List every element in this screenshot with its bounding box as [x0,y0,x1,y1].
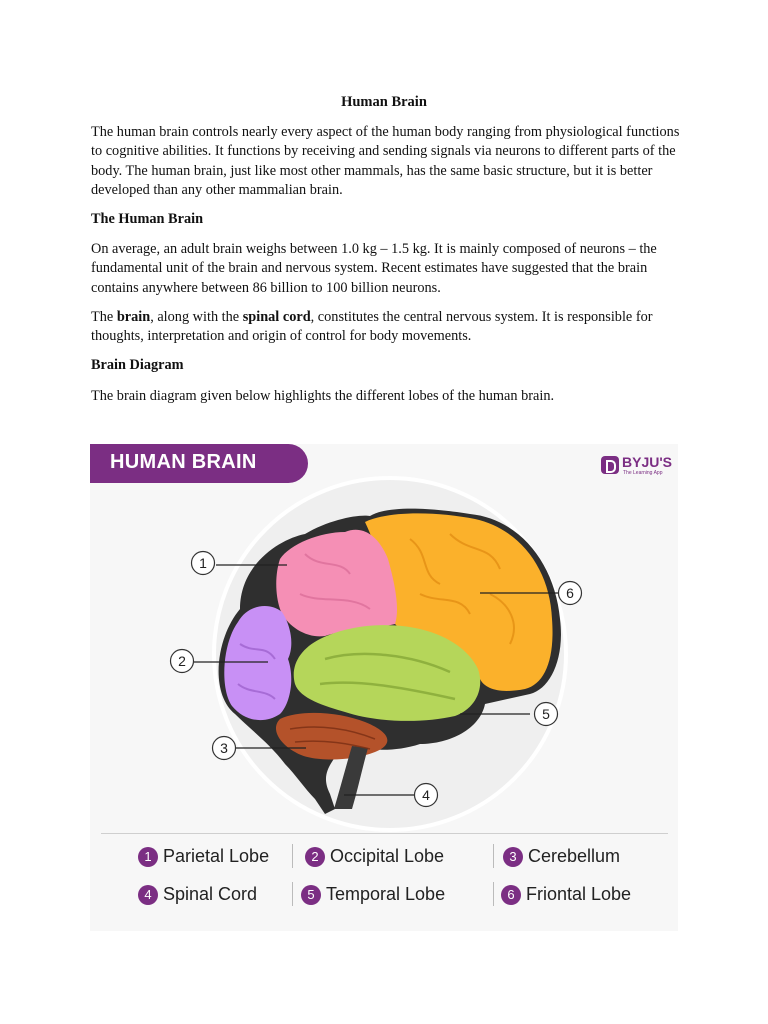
brain-diagram-figure [90,444,678,931]
legend-separator [292,844,293,868]
legend-separator [493,882,494,906]
legend-separator [493,844,494,868]
diagram-intro-paragraph: The brain diagram given below highlights the different lobes of the human brain. [91,388,555,404]
page-title: Human Brain [341,94,427,110]
legend-item-cerebellum: 3 Cerebellum [503,845,620,867]
legend-separator [292,882,293,906]
bold-spinal-cord: spinal cord [242,309,311,325]
brain-illustration [90,444,678,834]
section-heading-brain-diagram: Brain Diagram [91,357,184,373]
section-heading-human-brain: The Human Brain [91,211,204,227]
legend-divider [101,833,668,834]
callout-5: 5 [542,706,550,722]
callout-6: 6 [566,585,574,601]
legend-item-spinal-cord: 4 Spinal Cord [138,883,257,905]
callout-2: 2 [178,653,186,669]
banner-title: HUMAN BRAIN [110,451,257,473]
bold-brain: brain [116,309,151,325]
logo-name: BYJU'S [622,454,673,470]
callout-1: 1 [199,555,207,571]
cns-paragraph: The brain, along with the spinal cord, constitutes the central nervous system. It is responsible for thoughts, interpretation and origin of control for body movements. [91,309,653,345]
legend-item-parietal: 1 Parietal Lobe [138,845,269,867]
callout-4: 4 [422,787,430,803]
legend-item-frontal: 6 Friontal Lobe [501,883,631,905]
weight-paragraph: On average, an adult brain weighs between 1.0 kg – 1.5 kg. It is mainly composed of neurons – the fundamental unit of the brain and nervous system. Recent estimates have suggested that the brain contains anywhere between 86 billion to 100 billion neurons. [91,241,657,296]
legend-item-occipital: 2 Occipital Lobe [305,845,444,867]
logo-tagline: The Learning App [623,470,663,476]
intro-paragraph: The human brain controls nearly every aspect of the human body ranging from physiological functions to cognitive abilities. It functions by receiving and sending signals via neurons to different parts of the body. The human brain, just like most other mammals, has the same basic structure, but it is better developed than any other mammalian brain. [91,124,680,198]
legend-item-temporal: 5 Temporal Lobe [301,883,445,905]
callout-3: 3 [220,740,228,756]
